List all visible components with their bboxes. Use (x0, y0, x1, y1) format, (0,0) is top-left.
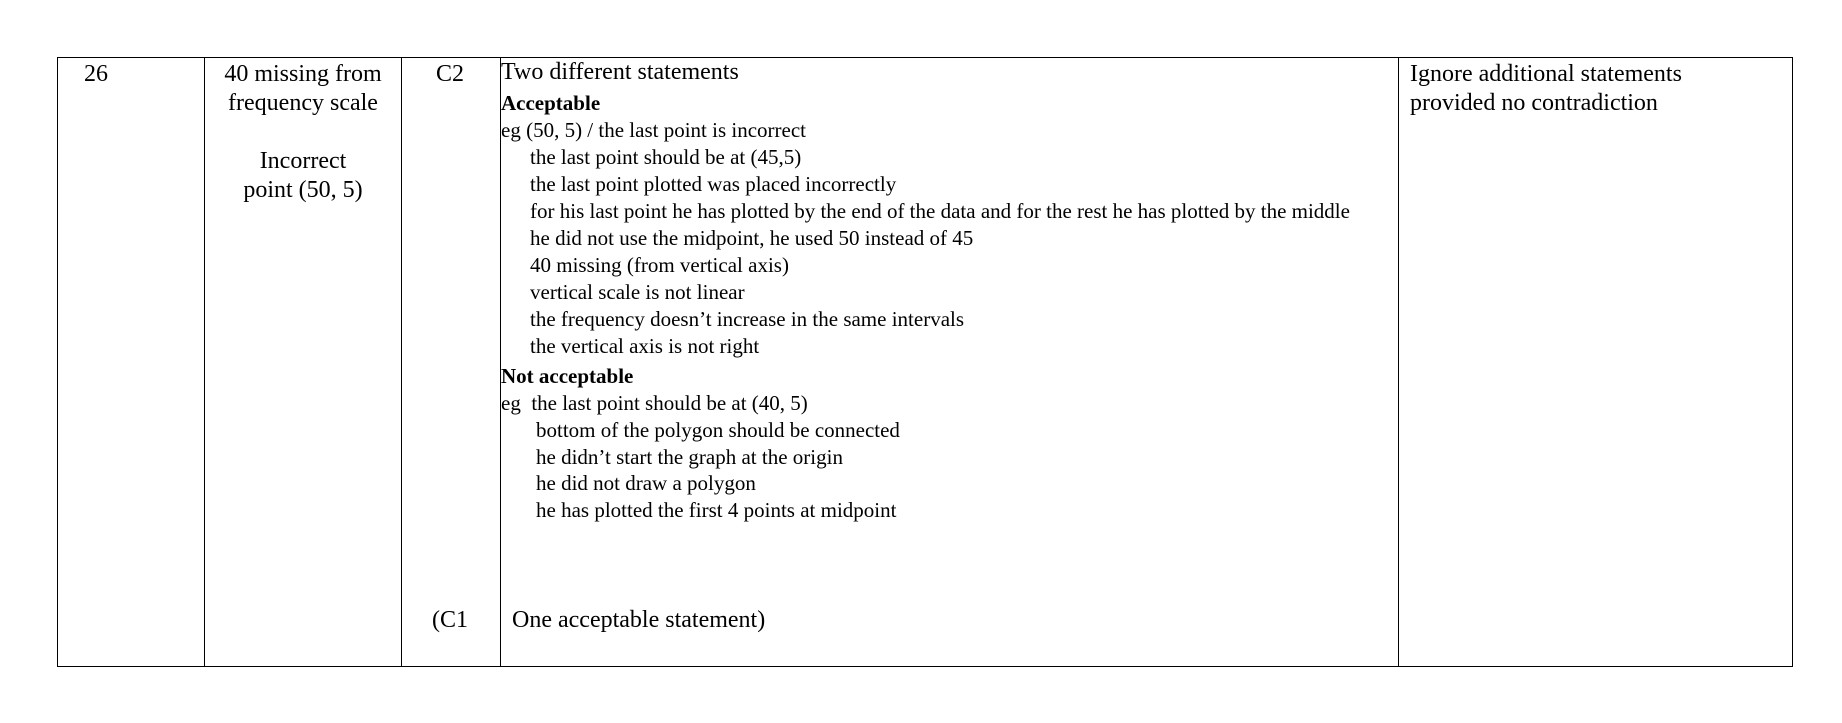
acceptable-item: he did not use the midpoint, he used 50 instead of 45 (530, 226, 974, 250)
answer-line: 40 missing from (224, 61, 382, 87)
table-row (58, 58, 1793, 667)
not-acceptable-item: he did not draw a polygon (536, 471, 756, 495)
acceptable-label: Acceptable (501, 91, 601, 115)
acceptable-item: vertical scale is not linear (530, 280, 745, 304)
answer-line: point (50, 5) (243, 177, 363, 203)
guidance-cell (501, 58, 1399, 667)
acceptable-intro: eg (50, 5) / the last point is incorrect (501, 118, 807, 142)
mark-scheme-table (57, 57, 1793, 667)
acceptable-item: for his last point he has plotted by the end of the data and for the rest he has plotted by the middle (530, 199, 1350, 223)
mark-cell (402, 58, 501, 667)
acceptable-item: the frequency doesn’t increase in the same intervals (530, 307, 965, 331)
answer-line: frequency scale (228, 90, 378, 116)
notes-cell (1399, 58, 1793, 667)
not-acceptable-item: he has plotted the first 4 points at midpoint (536, 497, 897, 522)
question-number: 26 (84, 61, 108, 87)
mark-code: C2 (436, 61, 465, 87)
answer-cell (205, 58, 402, 667)
question-number-cell (58, 58, 205, 667)
mark-code-alt: (C1 (432, 607, 468, 633)
alternative-statement: One acceptable statement) (512, 607, 766, 633)
acceptable-item: the last point plotted was placed incorrectly (530, 172, 897, 196)
notes-line: provided no contradiction (1410, 90, 1658, 116)
acceptable-item: the vertical axis is not right (530, 334, 760, 358)
not-acceptable-item: he didn’t start the graph at the origin (536, 444, 843, 469)
not-acceptable-item: bottom of the polygon should be connected (536, 418, 900, 442)
answer-line: Incorrect (259, 148, 347, 174)
acceptable-item: the last point should be at (45,5) (530, 145, 802, 169)
notes-line: Ignore additional statements (1410, 61, 1682, 87)
acceptable-item: 40 missing (from vertical axis) (530, 253, 789, 277)
not-acceptable-intro: eg the last point should be at (40, 5) (501, 391, 808, 415)
guidance-heading: Two different statements (501, 59, 739, 85)
not-acceptable-label: Not acceptable (501, 364, 634, 388)
